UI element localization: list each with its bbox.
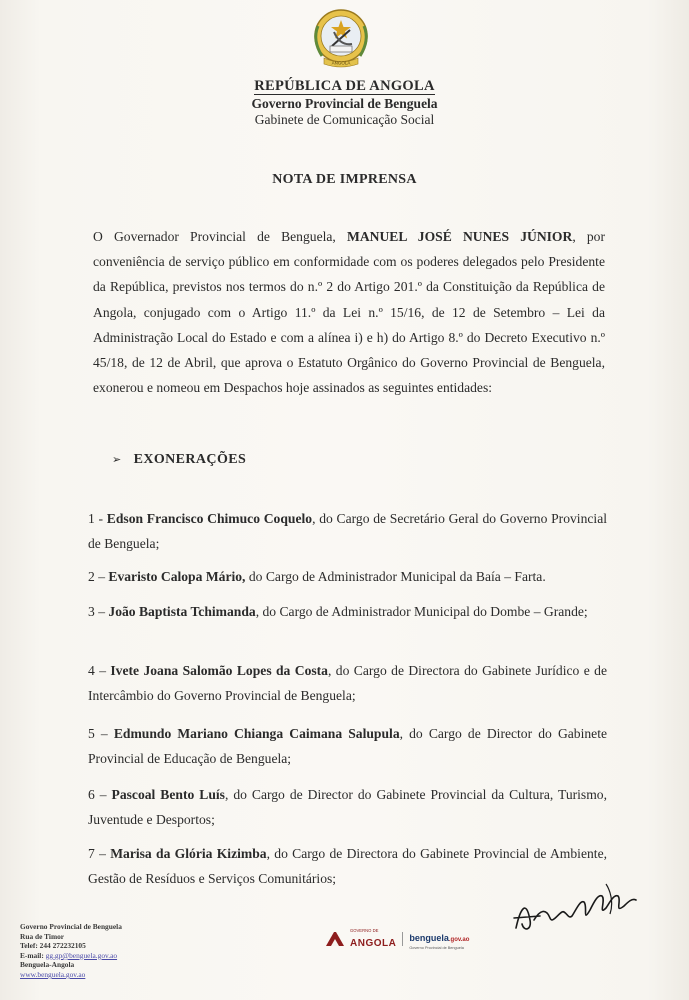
logo-ga-small-text: GOVERNO DE [350,927,379,933]
item-description: , do Cargo de Director do Gabinete Provincial da Cultura, Turismo, Juventude e Desportos; [88,787,607,827]
item-person-name: Marisa da Glória Kizimba [110,846,267,861]
country-heading [0,78,689,95]
item-number: 6 – [88,787,112,802]
logo-divider [402,932,403,946]
footer-logos [326,927,470,950]
item-person-name: Pascoal Bento Luís [111,787,225,802]
footer-email-label: E-mail: [20,950,46,960]
list-item [88,600,607,625]
handwritten-signature [510,880,640,940]
footer-location: Benguela-Angola [20,960,75,970]
item-description: , do Cargo de Directora do Gabinete Jurídico e de Intercâmbio do Governo Provincial de Benguela; [88,663,607,703]
item-number: 4 – [88,663,111,678]
footer-contact-block [20,922,190,980]
angola-coat-of-arms-icon [304,6,378,72]
item-description: do Cargo de Administrador Municipal da Baía – Farta. [245,569,546,584]
item-person-name: Evaristo Calopa Mário, [108,569,246,584]
item-description: , do Cargo de Directora do Gabinete Provincial de Ambiente, Gestão de Resíduos e Serviços Comunitários; [88,846,607,886]
footer-phone: Telef: 244 272232105 [20,941,86,951]
governor-name: MANUEL JOSÉ NUNES JÚNIOR [346,229,573,244]
item-person-name: Edmundo Mariano Chianga Caimana Salupula [113,726,400,741]
document-title: NOTA DE IMPRENSA [272,172,417,187]
section-title: EXONERAÇÕES [133,452,247,467]
footer-email-line [20,951,190,961]
item-description: , do Cargo de Director do Gabinete Provincial de Educação de Benguela; [88,726,608,766]
item-number: 5 – [88,726,114,741]
country-name: REPÚBLICA DE ANGOLA [254,78,435,94]
item-description: , do Cargo de Secretário Geral do Governo Provincial de Benguela; [88,511,607,551]
item-number: 7 – [88,846,111,861]
item-person-name: Ivete Joana Salomão Lopes da Costa [110,663,328,678]
arrow-bullet-icon: ➢ [112,453,122,466]
list-item [88,722,607,771]
item-number: 2 – [88,569,109,584]
section-heading [112,452,246,468]
intro-paragraph [93,224,605,400]
governo-de-angola-logo-icon [326,932,344,946]
emblem-banner-label: ANGOLA [331,60,351,66]
office-heading: Gabinete de Comunicação Social [254,112,435,127]
footer-street: Rua de Timor [20,931,65,941]
government-heading: Governo Provincial de Benguela [251,96,438,111]
governo-de-angola-logo [350,928,396,951]
benguela-gov-logo [409,928,469,950]
logo-bg-suffix: .gov.ao [448,937,470,943]
logo-bg-text: benguela [409,933,449,943]
logo-ga-text: ANGOLA [350,937,397,949]
logo-bg-small-text: Governo Provincial de Benguela [409,946,464,950]
footer-org: Governo Provincial de Benguela [20,922,122,931]
list-item [88,659,607,708]
footer-website-link[interactable]: www.benguela.gov.ao [20,969,86,979]
intro-text-rest: , por conveniência de serviço público em conformidade com os poderes delegados pelo Presidente da República, previstos nos termos do n.º 2 do Artigo 201.º da Constituição da República de Angola, conjugado com o Artigo 11.º da Lei n.º 15/16, de 12 de Setembro – Lei da Administração Local do Estado e com a alínea i) e h) do Artigo 8.º do Decreto Executivo n.º 45/18, de 12 de Abril, que aprova o Estatuto Orgânico do Governo Provincial de Benguela, exonerou e nomeou em Despachos hoje assinados as seguintes entidades: [93,229,606,396]
intro-text-start: O Governador Provincial de Benguela, [93,229,347,244]
list-item [88,565,607,590]
item-person-name: Edson Francisco Chimuco Coquelo [106,511,313,526]
footer-email-link[interactable]: gg.gp@benguela.gov.ao [45,950,118,960]
item-description: , do Cargo de Administrador Municipal do Dombe – Grande; [255,604,588,619]
item-number: 3 – [88,604,109,619]
item-number: 1 - [88,511,107,526]
list-item [88,783,607,832]
list-item [88,507,607,556]
item-person-name: João Baptista Tchimanda [108,604,256,619]
